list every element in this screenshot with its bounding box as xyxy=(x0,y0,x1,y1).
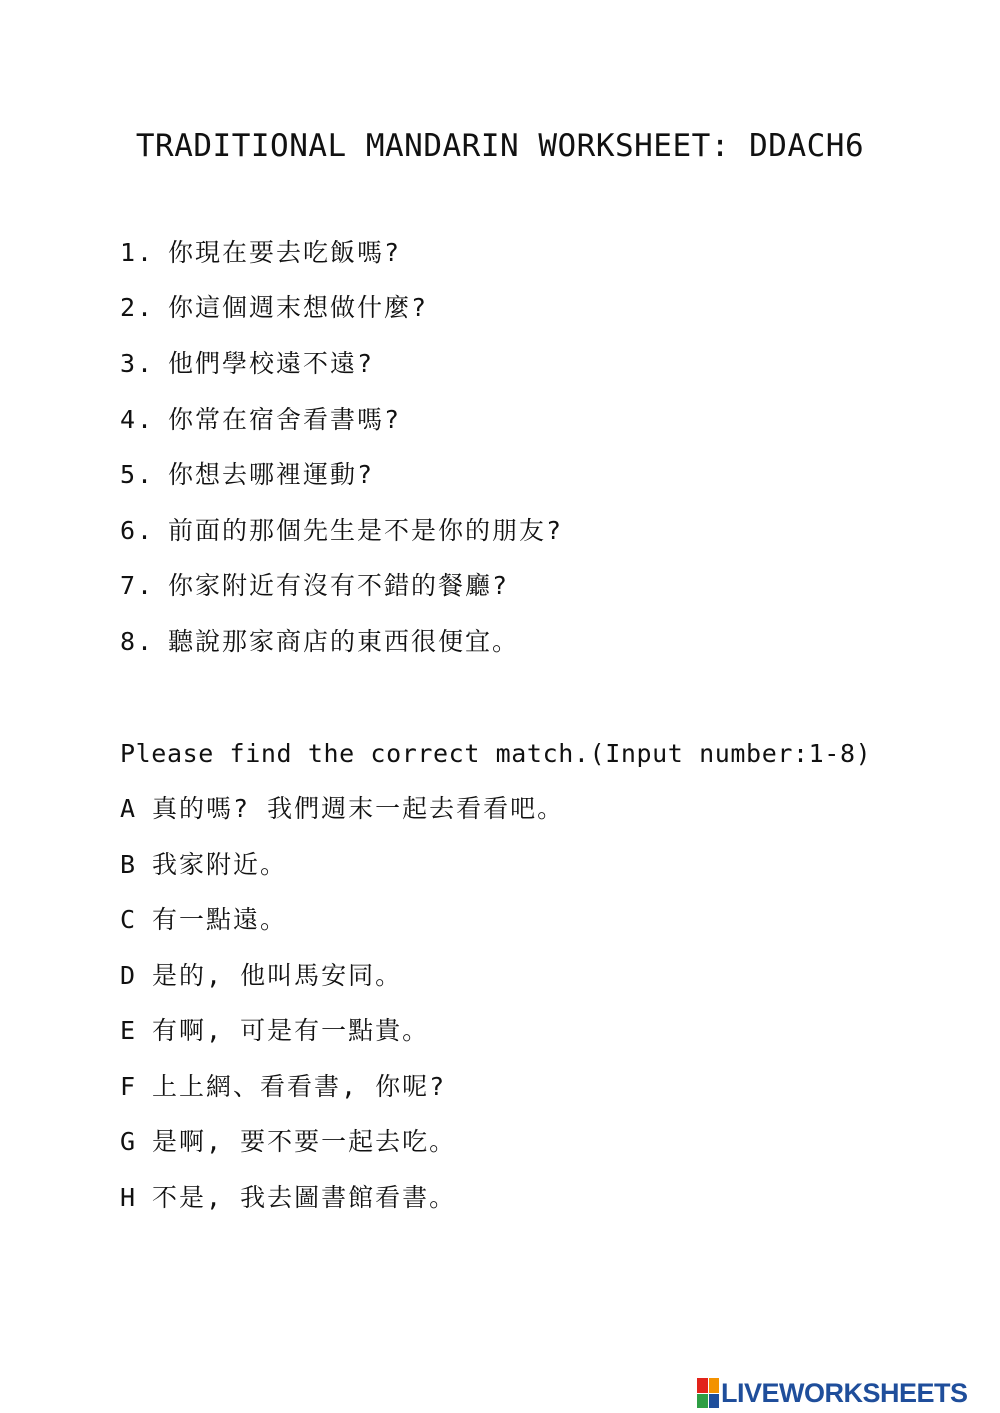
answer-text: 是啊, 要不要一起去吃。 xyxy=(152,1127,457,1156)
answer-letter: F xyxy=(120,1072,138,1101)
liveworksheets-logo-icon xyxy=(697,1378,719,1408)
question-number: 1. xyxy=(120,238,155,267)
question-item xyxy=(120,458,374,492)
answer-text: 真的嗎? 我們週末一起去看看吧。 xyxy=(152,794,565,823)
answer-item xyxy=(120,792,564,826)
question-number: 3. xyxy=(120,349,155,378)
answer-text: 有一點遠。 xyxy=(152,905,288,934)
question-number: 8. xyxy=(120,627,155,656)
liveworksheets-logo-text: LIVEWORKSHEETS xyxy=(721,1377,968,1408)
answer-text: 是的, 他叫馬安同。 xyxy=(152,961,403,990)
question-number: 6. xyxy=(120,516,155,545)
question-text: 你常在宿舍看書嗎? xyxy=(168,405,402,434)
worksheet-title: TRADITIONAL MANDARIN WORKSHEET: DDACH6 xyxy=(135,128,865,164)
answer-letter: A xyxy=(120,794,138,823)
question-text: 你現在要去吃飯嗎? xyxy=(168,238,402,267)
question-text: 前面的那個先生是不是你的朋友? xyxy=(168,516,564,545)
answer-letter: C xyxy=(120,905,138,934)
answer-text: 上上網、看看書, 你呢? xyxy=(152,1072,447,1101)
answer-letter: E xyxy=(120,1016,138,1045)
logo-square-orange xyxy=(709,1378,720,1393)
question-item xyxy=(120,291,428,325)
liveworksheets-logo[interactable] xyxy=(697,1376,968,1410)
question-item xyxy=(120,236,401,270)
answer-item xyxy=(120,848,287,882)
answer-letter: G xyxy=(120,1127,138,1156)
answer-text: 有啊, 可是有一點貴。 xyxy=(152,1016,430,1045)
answer-letter: D xyxy=(120,961,138,990)
answer-text: 我家附近。 xyxy=(152,850,288,879)
question-item xyxy=(120,514,563,548)
answer-item xyxy=(120,1125,456,1159)
logo-square-red xyxy=(697,1378,708,1393)
question-number: 5. xyxy=(120,460,155,489)
answer-item xyxy=(120,1014,429,1048)
instruction-text: Please find the correct match.(Input number:1-8) xyxy=(120,739,872,768)
answer-text: 不是, 我去圖書館看書。 xyxy=(152,1183,457,1212)
question-text: 你想去哪裡運動? xyxy=(168,460,375,489)
answer-item xyxy=(120,903,287,937)
question-item xyxy=(120,625,519,659)
question-text: 聽說那家商店的東西很便宜。 xyxy=(168,627,520,656)
question-item xyxy=(120,347,374,381)
question-number: 7. xyxy=(120,571,155,600)
logo-square-green xyxy=(697,1394,708,1409)
question-text: 你這個週末想做什麼? xyxy=(168,293,429,322)
question-item xyxy=(120,569,509,603)
question-number: 2. xyxy=(120,293,155,322)
answer-item xyxy=(120,959,402,993)
answer-letter: B xyxy=(120,850,138,879)
logo-square-blue xyxy=(709,1394,720,1409)
question-text: 你家附近有沒有不錯的餐廳? xyxy=(168,571,510,600)
answer-letter: H xyxy=(120,1183,138,1212)
question-text: 他們學校遠不遠? xyxy=(168,349,375,378)
question-number: 4. xyxy=(120,405,155,434)
answer-item xyxy=(120,1070,446,1104)
answer-item xyxy=(120,1181,456,1215)
question-item xyxy=(120,403,401,437)
